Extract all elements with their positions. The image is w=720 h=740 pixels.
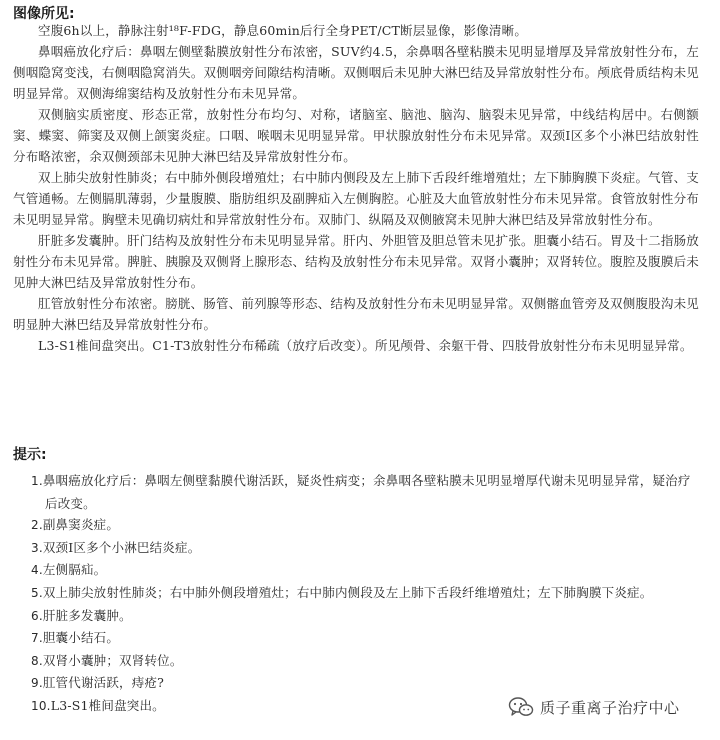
wechat-icon: [508, 696, 534, 718]
impression-item: [31, 514, 703, 537]
impression-number: 1.: [31, 474, 43, 488]
findings-section: [13, 20, 699, 356]
impression-item: [31, 559, 703, 582]
findings-paragraph-scan-protocol: 空腹6h以上，静脉注射¹⁸F-FDG，静息60min后行全身PET/CT断层显像，影像清晰。: [38, 23, 528, 38]
impression-number: 9.: [31, 676, 43, 691]
impression-number: 8.: [31, 653, 43, 668]
impression-list: [31, 470, 703, 718]
impression-number: 3.: [31, 540, 43, 555]
impression-text: 肛管代谢活跃，痔疮?: [42, 675, 165, 691]
findings-paragraph-pelvis: 肛管放射性分布浓密。膀胱、肠管、前列腺等形态、结构及放射性分布未见明显异常。双侧髂血管旁及双侧腹股沟未见明显肿大淋巴结及异常放射性分布。: [13, 296, 699, 332]
impression-item: [31, 605, 703, 628]
findings-paragraph-abdomen: 肝脏多发囊肿。肝门结构及放射性分布未见明显异常。肝内、外胆管及胆总管未见扩张。胆囊小结石。胃及十二指肠放射性分布未见异常。脾脏、胰腺及双侧肾上腺形态、结构及放射性分布未见异常。双肾小囊肿；双肾转位。腹腔及腹膜后未见肿大淋巴结及异常放射性分布。: [13, 233, 699, 290]
impression-number: 4.: [31, 563, 43, 578]
impression-text: L3-S1椎间盘突出。: [50, 697, 165, 713]
impression-item: [31, 650, 703, 673]
impression-text: 左侧膈疝。: [42, 562, 107, 578]
findings-paragraph-nasopharynx: 鼻咽癌放化疗后：鼻咽左侧壁黏膜放射性分布浓密，SUV约4.5，余鼻咽各壁粘膜未见明显增厚及异常放射性分布，左侧咽隐窝变浅，右侧咽隐窝消失。双侧咽旁间隙结构清晰。双侧咽后未见肿大淋巴结及异常放射性分布。颅底骨质结构未见明显异常。双侧海绵窦结构及放射性分布未见异常。: [13, 44, 699, 101]
impression-number: 10.: [31, 698, 51, 713]
impression-number: 7.: [31, 631, 43, 646]
impression-number: 5.: [31, 585, 43, 600]
findings-heading: 图像所见:: [13, 6, 75, 22]
impression-text: 胆囊小结石。: [42, 630, 120, 646]
impression-text: 双肾小囊肿；双肾转位。: [42, 652, 183, 668]
impression-text: 肝脏多发囊肿。: [42, 607, 132, 623]
impression-text: 双上肺尖放射性肺炎；右中肺外侧段增殖灶；右中肺内侧段及左上肺下舌段纤维增殖灶；左下肺胸膜下炎症。: [42, 584, 653, 600]
watermark-text: 质子重离子治疗中心: [540, 698, 680, 717]
impression-number: 6.: [31, 608, 43, 623]
impression-item: [31, 470, 703, 514]
impression-text: 鼻咽癌放化疗后：鼻咽左侧壁黏膜代谢活跃，疑炎性病变；余鼻咽各壁粘膜未见明显增厚代谢未见明显异常，疑治疗后改变。: [42, 473, 691, 511]
impression-number: 2.: [31, 518, 43, 533]
impression-heading: 提示:: [13, 447, 47, 463]
findings-paragraph-head-neck: 双侧脑实质密度、形态正常，放射性分布均匀、对称，诸脑室、脑池、脑沟、脑裂未见异常，中线结构居中。右侧额窦、蝶窦、筛窦及双侧上颌窦炎症。口咽、喉咽未见明显异常。甲状腺放射性分布未见异常。双颈I区多个小淋巴结放射性分布略浓密，余双侧颈部未见肿大淋巴结及异常放射性分布。: [13, 107, 699, 164]
findings-paragraph-chest: 双上肺尖放射性肺炎；右中肺外侧段增殖灶；右中肺内侧段及左上肺下舌段纤维增殖灶；左下肺胸膜下炎症。气管、支气管通畅。左侧膈肌薄弱，少量腹膜、脂肪组织及副脾疝入左侧胸腔。心脏及大血管放射性分布未见异常。食管放射性分布未见明显异常。胸壁未见确切病灶和异常放射性分布。双肺门、纵隔及双侧腋窝未见肿大淋巴结及异常放射性分布。: [13, 170, 699, 227]
impression-text: 副鼻窦炎症。: [42, 517, 120, 533]
impression-item: [31, 582, 703, 605]
impression-item: [31, 672, 703, 695]
impression-text: 双颈I区多个小淋巴结炎症。: [42, 539, 201, 555]
impression-item: [31, 627, 703, 650]
watermark: [508, 696, 680, 718]
impression-item: [31, 537, 703, 560]
findings-paragraph-skeleton: L3-S1椎间盘突出。C1-T3放射性分布稀疏（放疗后改变）。所见颅骨、余躯干骨、四肢骨放射性分布未见明显异常。: [38, 338, 693, 353]
